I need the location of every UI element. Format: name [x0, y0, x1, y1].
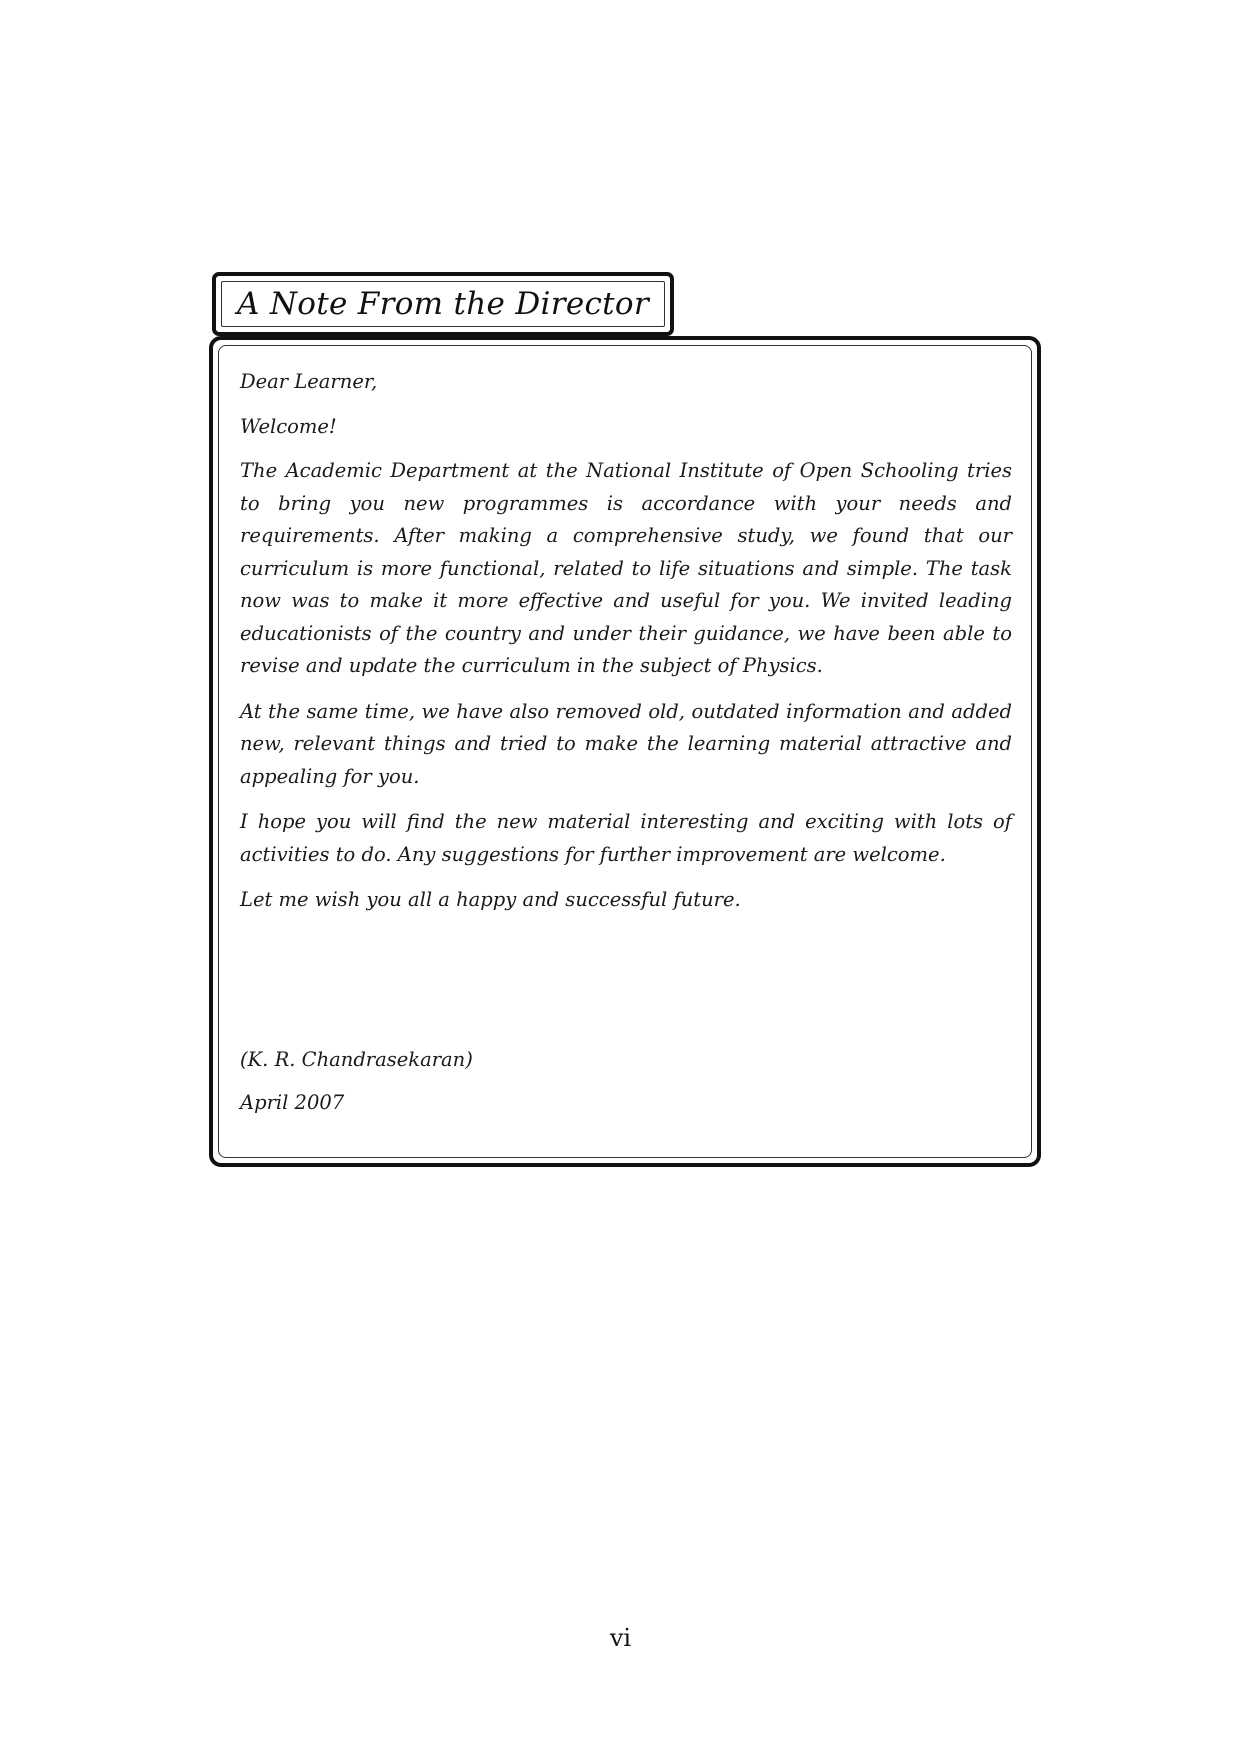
closing-line: Let me wish you all a happy and successful future. — [240, 888, 741, 911]
body-paragraph: I hope you will find the new material interesting and exciting with lots of activities to do. Any suggestions for further improvement are welcome. — [240, 810, 1012, 866]
signature-block — [240, 1044, 473, 1119]
page-number: vi — [609, 1624, 632, 1652]
note-content — [240, 366, 1012, 917]
signature-date: April 2007 — [240, 1090, 345, 1114]
note-title: A Note From the Director — [237, 286, 649, 322]
salutation: Dear Learner, — [240, 370, 378, 393]
note-title-box — [212, 272, 674, 336]
note-title-inner-border — [221, 281, 665, 327]
signature-name: (K. R. Chandrasekaran) — [240, 1048, 473, 1071]
body-paragraph: The Academic Department at the National Institute of Open Schooling tries to bring you new programmes is accordance with your needs and requirements. After making a comprehensive study, we found that our curriculum is more functional, related to life situations and simple. The task now was to make it more effective and useful for you. We invited leading educationists of the country and under their guidance, we have been able to revise and update the curriculum in the subject of Physics. — [240, 459, 1012, 677]
welcome-line: Welcome! — [240, 414, 337, 438]
body-paragraph: At the same time, we have also removed old, outdated information and added new, relevant things and tried to make the learning material attractive and appealing for you. — [240, 699, 1012, 788]
